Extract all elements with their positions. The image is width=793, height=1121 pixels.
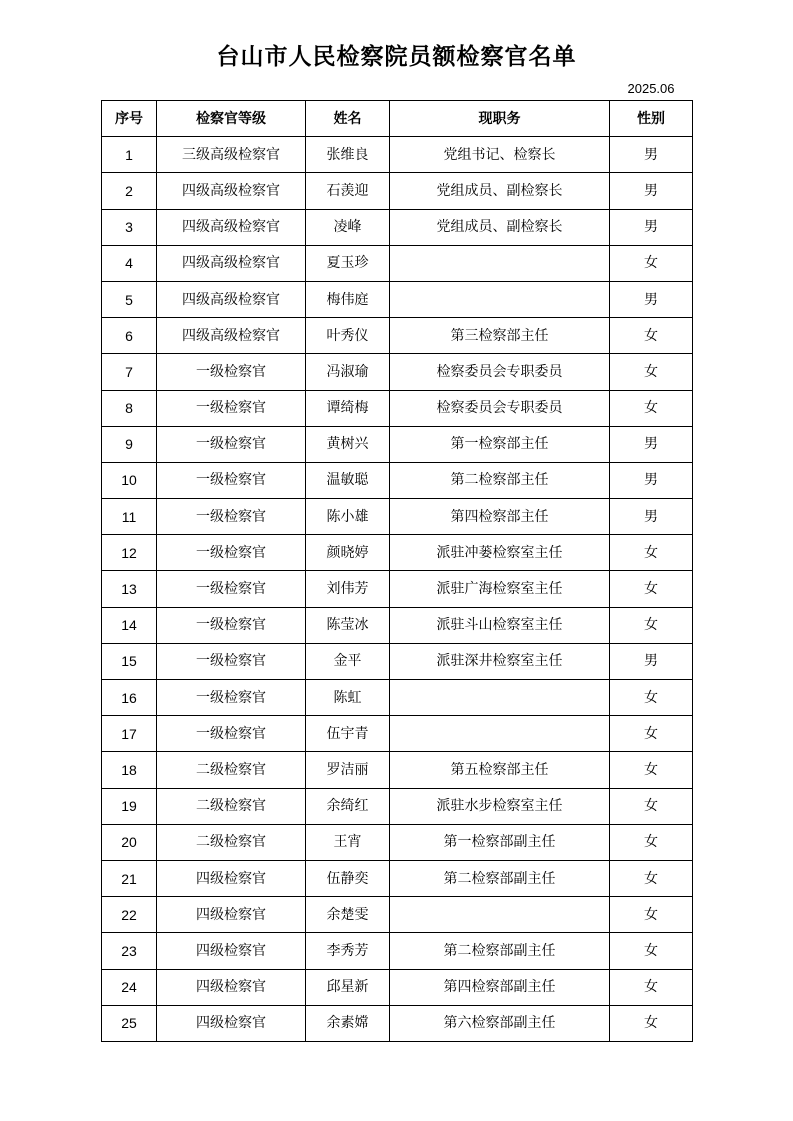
cell-gender: 女 (610, 535, 693, 571)
cell-position: 检察委员会专职委员 (390, 390, 610, 426)
cell-gender: 女 (610, 680, 693, 716)
document-date: 2025.06 (627, 81, 675, 96)
table-row (102, 390, 693, 426)
cell-rank: 四级高级检察官 (157, 281, 306, 317)
cell-rank: 四级高级检察官 (157, 318, 306, 354)
cell-gender: 女 (610, 933, 693, 969)
cell-position: 第四检察部副主任 (390, 969, 610, 1005)
cell-name: 刘伟芳 (306, 571, 390, 607)
cell-name: 夏玉珍 (306, 245, 390, 281)
cell-rank: 一级检察官 (157, 643, 306, 679)
cell-name: 叶秀仪 (306, 318, 390, 354)
table-row (102, 607, 693, 643)
cell-gender: 女 (610, 716, 693, 752)
cell-rank: 一级检察官 (157, 499, 306, 535)
cell-rank: 三级高级检察官 (157, 137, 306, 173)
cell-name: 王宵 (306, 824, 390, 860)
table-row (102, 680, 693, 716)
cell-index: 25 (102, 1005, 157, 1041)
cell-rank: 一级检察官 (157, 680, 306, 716)
cell-index: 6 (102, 318, 157, 354)
cell-rank: 四级检察官 (157, 933, 306, 969)
table-row (102, 897, 693, 933)
cell-index: 9 (102, 426, 157, 462)
cell-name: 余楚雯 (306, 897, 390, 933)
cell-position: 派驻水步检察室主任 (390, 788, 610, 824)
cell-index: 11 (102, 499, 157, 535)
cell-index: 18 (102, 752, 157, 788)
cell-position: 第二检察部副主任 (390, 933, 610, 969)
cell-rank: 一级检察官 (157, 571, 306, 607)
page-title: 台山市人民检察院员额检察官名单 (216, 43, 577, 70)
cell-position: 第二检察部副主任 (390, 860, 610, 896)
table-row (102, 643, 693, 679)
table-row (102, 716, 693, 752)
cell-gender: 男 (610, 643, 693, 679)
cell-name: 石羡迎 (306, 173, 390, 209)
cell-index: 7 (102, 354, 157, 390)
cell-gender: 女 (610, 318, 693, 354)
cell-rank: 一级检察官 (157, 535, 306, 571)
cell-name: 谭绮梅 (306, 390, 390, 426)
cell-name: 陈虹 (306, 680, 390, 716)
cell-name: 伍静奕 (306, 860, 390, 896)
cell-gender: 女 (610, 752, 693, 788)
table-header-row (102, 101, 693, 137)
cell-index: 1 (102, 137, 157, 173)
cell-position: 第六检察部副主任 (390, 1005, 610, 1041)
cell-rank: 四级高级检察官 (157, 173, 306, 209)
table-row (102, 209, 693, 245)
cell-index: 14 (102, 607, 157, 643)
cell-position: 党组成员、副检察长 (390, 173, 610, 209)
cell-rank: 四级检察官 (157, 969, 306, 1005)
cell-gender: 女 (610, 1005, 693, 1041)
cell-rank: 一级检察官 (157, 716, 306, 752)
cell-gender: 男 (610, 462, 693, 498)
table-row (102, 933, 693, 969)
cell-name: 冯淑瑜 (306, 354, 390, 390)
cell-position (390, 680, 610, 716)
cell-position: 检察委员会专职委员 (390, 354, 610, 390)
table-row (102, 752, 693, 788)
cell-position: 第一检察部主任 (390, 426, 610, 462)
header-name: 姓名 (306, 101, 390, 137)
cell-name: 余素嫦 (306, 1005, 390, 1041)
table-body (102, 137, 693, 1042)
cell-gender: 女 (610, 824, 693, 860)
cell-position (390, 281, 610, 317)
cell-rank: 二级检察官 (157, 788, 306, 824)
cell-index: 2 (102, 173, 157, 209)
table-row (102, 462, 693, 498)
table-row (102, 969, 693, 1005)
table-row (102, 245, 693, 281)
cell-name: 梅伟庭 (306, 281, 390, 317)
cell-gender: 男 (610, 499, 693, 535)
cell-position: 派驻深井检察室主任 (390, 643, 610, 679)
cell-rank: 一级检察官 (157, 390, 306, 426)
table-row (102, 281, 693, 317)
cell-name: 张维良 (306, 137, 390, 173)
cell-name: 罗洁丽 (306, 752, 390, 788)
table-row (102, 860, 693, 896)
cell-name: 黄树兴 (306, 426, 390, 462)
cell-index: 12 (102, 535, 157, 571)
cell-gender: 男 (610, 137, 693, 173)
cell-rank: 二级检察官 (157, 752, 306, 788)
cell-index: 15 (102, 643, 157, 679)
cell-position: 第四检察部主任 (390, 499, 610, 535)
cell-position (390, 245, 610, 281)
cell-gender: 男 (610, 426, 693, 462)
table-row (102, 354, 693, 390)
cell-name: 李秀芳 (306, 933, 390, 969)
header-position: 现职务 (390, 101, 610, 137)
cell-position: 派驻冲蒌检察室主任 (390, 535, 610, 571)
table-row (102, 1005, 693, 1041)
cell-name: 邱星新 (306, 969, 390, 1005)
cell-name: 温敏聪 (306, 462, 390, 498)
cell-index: 16 (102, 680, 157, 716)
table-row (102, 824, 693, 860)
cell-index: 24 (102, 969, 157, 1005)
cell-position: 党组成员、副检察长 (390, 209, 610, 245)
cell-rank: 一级检察官 (157, 607, 306, 643)
cell-index: 17 (102, 716, 157, 752)
cell-index: 22 (102, 897, 157, 933)
table-row (102, 571, 693, 607)
cell-index: 10 (102, 462, 157, 498)
cell-gender: 男 (610, 173, 693, 209)
cell-index: 23 (102, 933, 157, 969)
cell-gender: 女 (610, 969, 693, 1005)
cell-index: 21 (102, 860, 157, 896)
cell-rank: 一级检察官 (157, 462, 306, 498)
cell-name: 陈小雄 (306, 499, 390, 535)
header-rank: 检察官等级 (157, 101, 306, 137)
cell-gender: 女 (610, 571, 693, 607)
cell-gender: 女 (610, 607, 693, 643)
cell-position: 第一检察部副主任 (390, 824, 610, 860)
cell-name: 凌峰 (306, 209, 390, 245)
cell-rank: 二级检察官 (157, 824, 306, 860)
cell-rank: 四级高级检察官 (157, 245, 306, 281)
cell-position (390, 716, 610, 752)
header-gender: 性别 (610, 101, 693, 137)
cell-index: 8 (102, 390, 157, 426)
table-row (102, 173, 693, 209)
cell-name: 颜晓婷 (306, 535, 390, 571)
cell-index: 5 (102, 281, 157, 317)
cell-rank: 一级检察官 (157, 426, 306, 462)
cell-name: 陈莹冰 (306, 607, 390, 643)
cell-gender: 女 (610, 788, 693, 824)
cell-gender: 女 (610, 897, 693, 933)
table-row (102, 137, 693, 173)
cell-gender: 女 (610, 245, 693, 281)
cell-position: 派驻广海检察室主任 (390, 571, 610, 607)
cell-gender: 男 (610, 281, 693, 317)
cell-position: 派驻斗山检察室主任 (390, 607, 610, 643)
table-row (102, 535, 693, 571)
cell-position: 第三检察部主任 (390, 318, 610, 354)
cell-gender: 男 (610, 209, 693, 245)
cell-name: 余绮红 (306, 788, 390, 824)
cell-gender: 女 (610, 354, 693, 390)
cell-index: 4 (102, 245, 157, 281)
cell-rank: 四级高级检察官 (157, 209, 306, 245)
table-row (102, 499, 693, 535)
cell-index: 19 (102, 788, 157, 824)
cell-gender: 女 (610, 390, 693, 426)
cell-gender: 女 (610, 860, 693, 896)
header-index: 序号 (102, 101, 157, 137)
cell-position: 党组书记、检察长 (390, 137, 610, 173)
cell-rank: 四级检察官 (157, 1005, 306, 1041)
cell-name: 伍宇青 (306, 716, 390, 752)
cell-index: 20 (102, 824, 157, 860)
cell-name: 金平 (306, 643, 390, 679)
cell-index: 13 (102, 571, 157, 607)
cell-position: 第五检察部主任 (390, 752, 610, 788)
table-row (102, 426, 693, 462)
prosecutor-list-table (101, 100, 693, 1042)
cell-rank: 一级检察官 (157, 354, 306, 390)
table-row (102, 318, 693, 354)
cell-position: 第二检察部主任 (390, 462, 610, 498)
cell-index: 3 (102, 209, 157, 245)
cell-position (390, 897, 610, 933)
table-row (102, 788, 693, 824)
cell-rank: 四级检察官 (157, 897, 306, 933)
cell-rank: 四级检察官 (157, 860, 306, 896)
